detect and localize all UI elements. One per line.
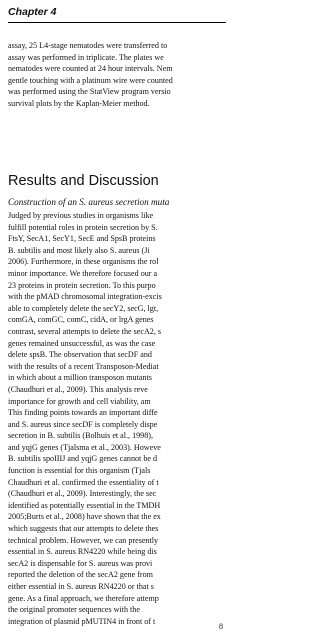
text-line: comGA, comGC, comC, cidA, or lrgA genes <box>8 315 154 325</box>
text-line: integration of plasmid pMUTIN4 in front of t <box>8 616 156 626</box>
text-line: FtsY, SecA1, SecY1, SecE and SpsB proteins <box>8 234 156 244</box>
text-line: B. subtilis and most likely also S. aureus (Ji <box>8 245 150 255</box>
text-line: secA2 is dispensable for S. aureus was provi <box>8 558 153 568</box>
chapter-label: Chapter 4 <box>8 6 57 18</box>
text-line: 2006). Furthermore, in these organisms the rol <box>8 257 159 267</box>
text-line: survival plots by the Kaplan-Meier method. <box>8 98 150 108</box>
text-line: gene. As a final approach, we therefore attemp <box>8 593 159 603</box>
text-line: delete spsB. The observation that secDF and <box>8 350 152 360</box>
text-line: was performed using the StatView program versio <box>8 87 171 97</box>
page-number: 8 <box>219 622 223 631</box>
results-paragraph <box>8 210 226 627</box>
text-line: function is essential for this organism (Tjals <box>8 466 151 476</box>
text-line: the original promoter sequences with the <box>8 605 140 615</box>
text-line: Chaudhuri et al. confirmed the essentiality of t <box>8 477 159 487</box>
text-line: and S. aureus since secDF is completely dispe <box>8 419 158 429</box>
section-heading: Results and Discussion <box>8 173 159 189</box>
text-line: essential in S. aureus RN4220 while being dis <box>8 547 157 557</box>
text-line: secretion in B. subtilis (Bolhuis et al., 1998), <box>8 431 153 441</box>
text-line: reported the deletion of the secA2 gene from <box>8 570 153 580</box>
text-line: assay was performed in triplicate. The plates we <box>8 52 164 62</box>
text-line: contrast, several attempts to delete the secA2, s <box>8 326 162 336</box>
text-line: either essential in S. aureus RN4220 or that s <box>8 582 154 591</box>
text-line: importance for growth and cell viability, am <box>8 396 151 406</box>
text-line: B. subtilis spoIIIJ and yqjG genes cannot be d <box>8 454 158 464</box>
page-header <box>8 6 226 28</box>
text-line: in which about a million transposon mutants <box>8 373 152 383</box>
text-line: fulfill potential roles in protein secretion by S. <box>8 222 158 232</box>
text-line: and yqjG genes (Tjalsma et al., 2003). Howeve <box>8 442 161 452</box>
methods-paragraph <box>8 40 226 110</box>
text-line: (Chaudhuri et al., 2009). This analysis reve <box>8 384 148 394</box>
text-line: assay, 25 L4-stage nematodes were transferred to <box>8 41 168 50</box>
text-line: 23 proteins in protein secretion. To this purpo <box>8 280 156 290</box>
text-line: This finding points towards an important diffe <box>8 408 158 418</box>
text-line: gentle touching with a platinum wire were counted <box>8 75 173 85</box>
text-line: with the results of a recent Transposon-Mediat <box>8 361 159 371</box>
text-line: technical problem. However, we can presently <box>8 535 159 545</box>
text-line: which suggests that our attempts to delete thes <box>8 524 159 534</box>
text-line: nematodes were counted at 24 hour intervals. Nem <box>8 64 173 74</box>
text-line: Judged by previous studies in organisms like <box>8 211 154 220</box>
text-line: able to completely delete the secY2, secG, lgt, <box>8 303 159 313</box>
text-line: with the pMAD chromosomal integration-excis <box>8 292 162 302</box>
text-line: genes remained unsuccessful, as was the case <box>8 338 156 348</box>
header-rule <box>8 22 226 23</box>
subsection-heading: Construction of an S. aureus secretion muta <box>8 197 170 207</box>
text-line: minor importance. We therefore focused our a <box>8 268 158 278</box>
text-line: 2005;Burts et al., 2008) have shown that the ex <box>8 512 161 522</box>
text-line: (Chaudhuri et al., 2009). Interestingly, the sec <box>8 489 157 499</box>
text-line: identified as potentially essential in the TMDH <box>8 500 161 510</box>
